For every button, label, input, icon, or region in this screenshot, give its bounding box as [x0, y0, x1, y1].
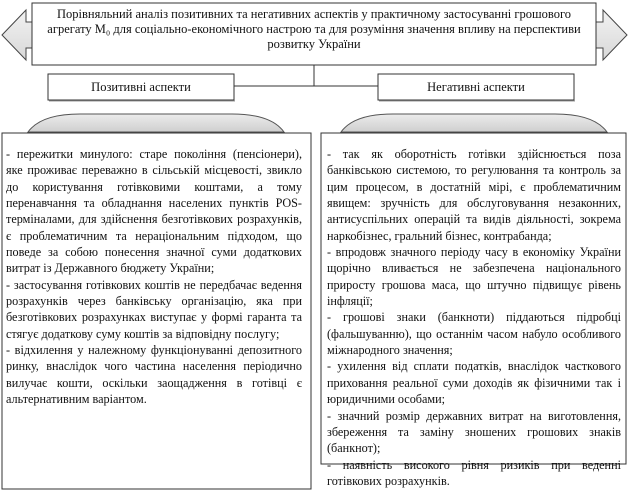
- negative-item: - наявність високого рівня ризиків при веденні готівкових розрахунків.: [327, 457, 621, 488]
- positive-heading: Позитивні аспекти: [91, 80, 191, 94]
- positive-item: - відхилення у належному функціонуванні депозитного ринку, внаслідок чого частина населення періодично вилучає кошти, оскільки заощадження в готівці є альтернативним варіантом.: [6, 343, 302, 407]
- negative-item: - ухилення від сплати податків, внаслідок часткового приховання реальної суми доходів як фізичними так і юридичними особами;: [327, 359, 621, 407]
- positive-item: - застосування готівкових коштів не передбачає ведення розрахунків через банківську організацію, яка при безготівкових розрахунках виступає у формі гаранта та стягує додаткову суму коштів за відповідну послугу;: [6, 277, 302, 341]
- negative-lens: [341, 114, 607, 132]
- diagram-title: Порівняльний аналіз позитивних та негативних аспектів у практичному застосуванні грошового агрегату М₀ для соціально-економічного настрою та для розуміння значення впливу на перспективи розвитку України: [47, 7, 581, 51]
- negative-aspects-list: [327, 146, 621, 489]
- negative-item: - так як оборотність готівки здійснюється поза банківською системою, то регулювання та контроль за цим процесом, в достатній мірі, є проблематичним явищем: зручність для обслуговування незаконних, антисуспільних операцій та видів діяльності, зокрема наркобізнес, гральний бізнес, контрабанда;: [327, 147, 621, 243]
- positive-lens: [28, 114, 284, 132]
- positive-item: - пережитки минулого: старе покоління (пенсіонери), яке проживає переважно в сільській місцевості, звикло до користування готівковими коштами, а тому перенавчання та обладнання населених пунктів POS-терміналами, для здійснення безготівкових розрахунків, є проблематичним та нераціональним підходом, що поведе за собою понесення значної суми додаткових витрат із Державного бюджету України;: [6, 147, 302, 276]
- negative-heading: Негативні аспекти: [427, 80, 525, 94]
- positive-aspects-list: [6, 146, 302, 408]
- negative-item: - грошові знаки (банкноти) піддаються підробці (фальшуванню), що останнім часом набуло особливого міжнародного значення;: [327, 310, 621, 358]
- negative-item: - впродовж значного періоду часу в економіку України щорічно вливається не забезпечена національного приросту грошова маса, що штучно підвищує рівень інфляції;: [327, 245, 621, 309]
- negative-item: - значний розмір державних витрат на виготовлення, збереження та заміну зношених грошових знаків (банкнот);: [327, 408, 621, 456]
